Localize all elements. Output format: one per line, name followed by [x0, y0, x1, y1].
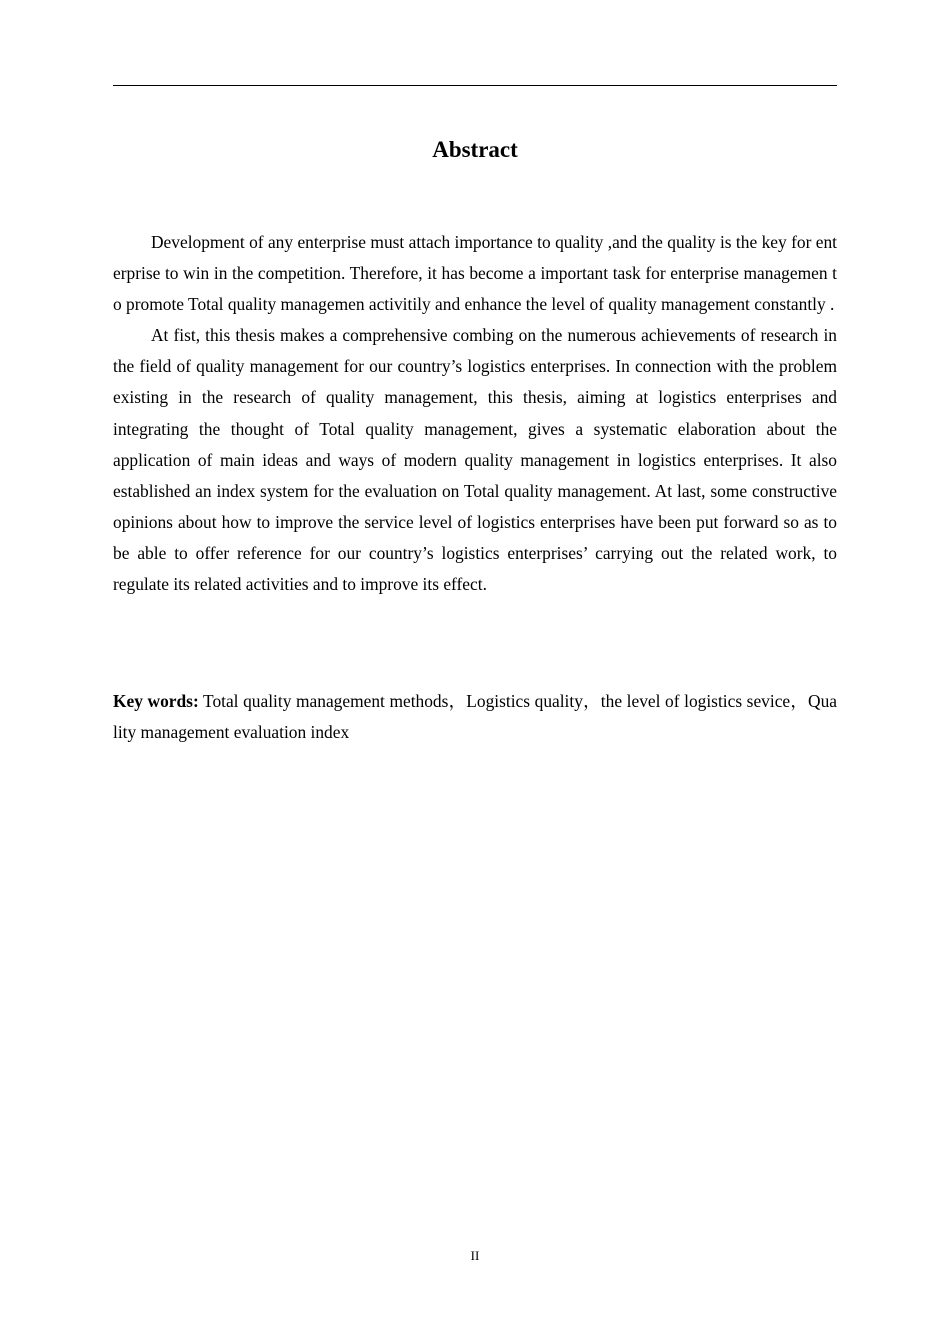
header-rule: [113, 85, 837, 86]
abstract-paragraph-1: Development of any enterprise must attach importance to quality ,and the quality is the key for enterprise to win in the competition. Therefore, it has become a important task for enterprise managemen to promote Total quality managemen activitily and enhance the level of quality management constantly .: [113, 232, 837, 315]
abstract-title: Abstract: [432, 137, 518, 162]
abstract-paragraph-2: At fist, this thesis makes a comprehensive combing on the numerous achievements of research in the field of quality management for our country’s logistics enterprises. In connection with the problem existing in the research of quality management, this thesis, aiming at logistics enterprises and integrating the thought of Total quality management, gives a systematic elaboration about the application of main ideas and ways of modern quality management in logistics enterprises. It also established an index system for the evaluation on Total quality management. At last, some constructive opinions about how to improve the service level of logistics enterprises have been put forward so as to be able to offer reference for our country’s logistics enterprises’ carrying out the related work, to regulate its related activities and to improve its effect.: [113, 325, 837, 595]
keywords-line: [113, 686, 837, 748]
page-number: II: [470, 1248, 480, 1263]
keywords-label: Key words:: [113, 691, 199, 711]
abstract-body: [113, 227, 837, 600]
keywords-text: Total quality management methods，Logistics quality，the level of logistics sevice，Quality management evaluation index: [113, 691, 837, 743]
